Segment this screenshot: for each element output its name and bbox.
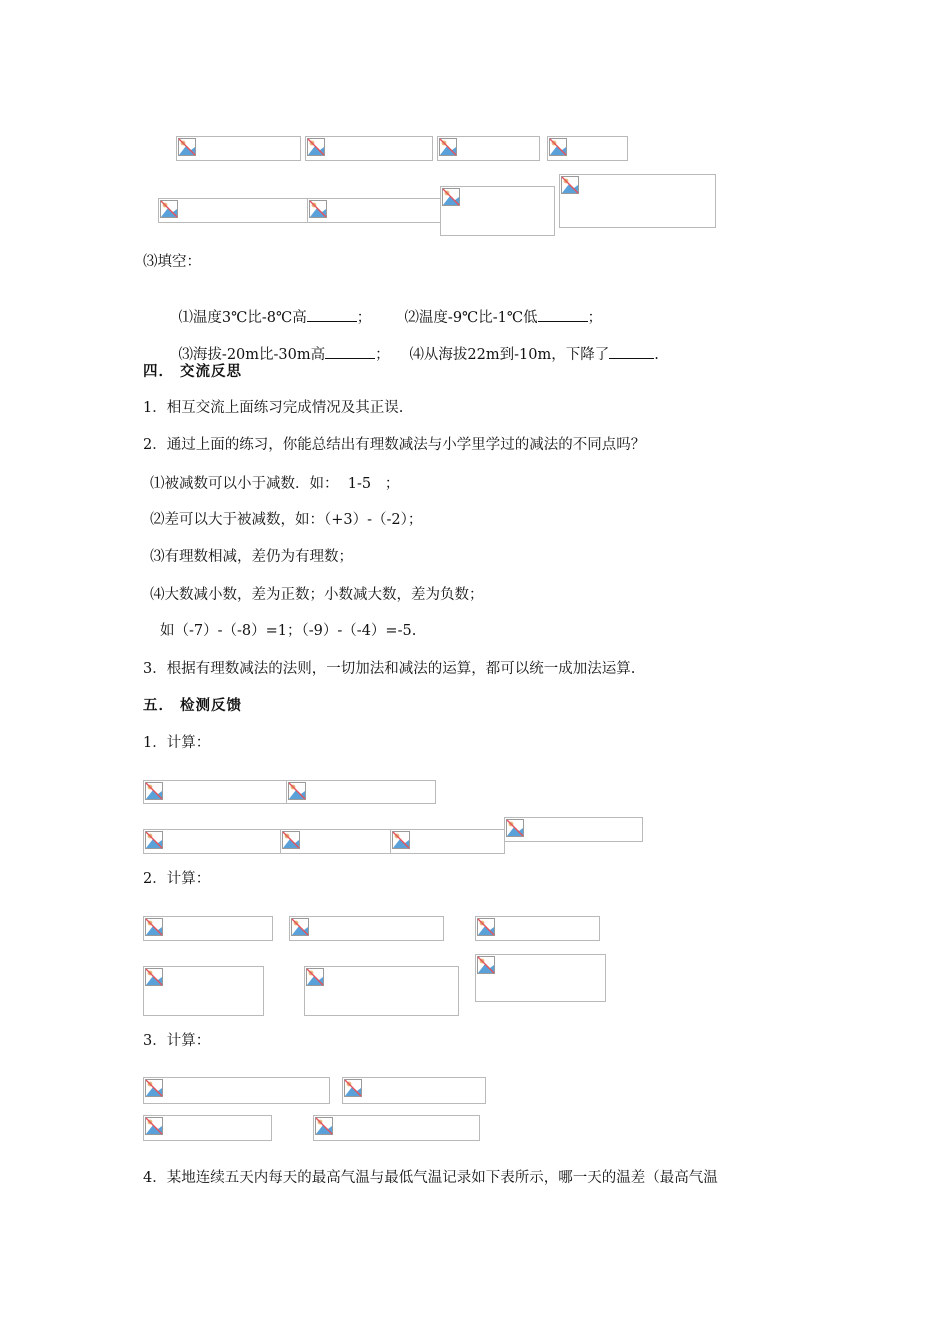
broken-image-icon bbox=[145, 918, 163, 936]
equation-image bbox=[143, 916, 273, 941]
broken-image-icon bbox=[145, 782, 163, 800]
broken-image-icon bbox=[160, 200, 178, 218]
equation-image bbox=[280, 829, 392, 854]
broken-image-icon bbox=[315, 1117, 333, 1135]
fill-in-question-4 bbox=[391, 324, 659, 385]
answer-blank[interactable] bbox=[609, 344, 654, 359]
equation-image bbox=[307, 198, 441, 223]
broken-image-icon bbox=[288, 782, 306, 800]
broken-image-icon bbox=[145, 968, 163, 986]
answer-blank[interactable] bbox=[307, 307, 357, 322]
equation-image bbox=[143, 1115, 272, 1141]
question-suffix: ； bbox=[356, 310, 372, 326]
question-label: 3．计算： bbox=[143, 1033, 211, 1049]
paragraph: 3．根据有理数减法的法则，一切加法和减法的运算，都可以统一成加法运算. bbox=[143, 661, 636, 677]
equation-image bbox=[286, 780, 436, 804]
equation-image bbox=[143, 1077, 330, 1104]
fill-in-title: ⑶填空： bbox=[143, 254, 201, 270]
paragraph: 2．通过上面的练习，你能总结出有理数减法与小学里学过的减法的不同点吗？ bbox=[143, 437, 646, 453]
equation-image bbox=[305, 136, 433, 161]
broken-image-icon bbox=[282, 831, 300, 849]
broken-image-icon bbox=[477, 918, 495, 936]
broken-image-icon bbox=[145, 1079, 163, 1097]
list-item: ⑷大数减小数，差为正数；小数减大数，差为负数； bbox=[150, 587, 484, 603]
equation-image bbox=[304, 966, 459, 1016]
broken-image-icon bbox=[145, 831, 163, 849]
question-suffix: . bbox=[654, 347, 659, 363]
broken-image-icon bbox=[307, 138, 325, 156]
equation-image bbox=[143, 829, 283, 854]
broken-image-icon bbox=[506, 819, 524, 837]
answer-blank[interactable] bbox=[538, 307, 588, 322]
equation-image bbox=[158, 198, 308, 223]
broken-image-icon bbox=[442, 188, 460, 206]
equation-image bbox=[313, 1115, 480, 1141]
equation-image bbox=[176, 136, 301, 161]
equation-image bbox=[475, 916, 600, 941]
broken-image-icon bbox=[178, 138, 196, 156]
paragraph: 1．相互交流上面练习完成情况及其正误. bbox=[143, 400, 404, 416]
broken-image-icon bbox=[309, 200, 327, 218]
question-text: ⑶海拔-20m比-30m高 bbox=[178, 347, 326, 363]
equation-image bbox=[440, 186, 555, 236]
broken-image-icon bbox=[392, 831, 410, 849]
question-suffix: ； bbox=[375, 347, 390, 363]
list-item: ⑵差可以大于被减数，如：（+3）-（-2）； bbox=[150, 512, 423, 528]
question-label: 2．计算： bbox=[143, 871, 211, 887]
broken-image-icon bbox=[306, 968, 324, 986]
equation-image bbox=[475, 954, 606, 1002]
equation-image bbox=[342, 1077, 486, 1104]
broken-image-icon bbox=[561, 176, 579, 194]
example-line: 如（-7）-（-8）=1；（-9）-（-4）=-5. bbox=[160, 623, 417, 639]
broken-image-icon bbox=[291, 918, 309, 936]
equation-image bbox=[559, 174, 716, 228]
question-label: 1．计算： bbox=[143, 735, 211, 751]
question-suffix: ； bbox=[587, 310, 603, 326]
equation-image bbox=[504, 817, 643, 842]
broken-image-icon bbox=[344, 1079, 362, 1097]
question-text: ⑵温度-9℃比-1℃低 bbox=[404, 310, 538, 326]
broken-image-icon bbox=[549, 138, 567, 156]
equation-image bbox=[547, 136, 628, 161]
section-heading: 五． 检测反馈 bbox=[143, 697, 243, 714]
equation-image bbox=[289, 916, 444, 941]
equation-image bbox=[143, 966, 264, 1016]
broken-image-icon bbox=[477, 956, 495, 974]
paragraph: 4．某地连续五天内每天的最高气温与最低气温记录如下表所示，哪一天的温差（最高气温 bbox=[143, 1170, 718, 1186]
broken-image-icon bbox=[145, 1117, 163, 1135]
equation-image bbox=[390, 829, 505, 854]
equation-image bbox=[437, 136, 540, 161]
list-item: ⑶有理数相减，差仍为有理数； bbox=[150, 549, 353, 565]
question-text: ⑴温度3℃比-8℃高 bbox=[178, 310, 307, 326]
broken-image-icon bbox=[439, 138, 457, 156]
section-heading: 四． 交流反思 bbox=[143, 363, 243, 380]
answer-blank[interactable] bbox=[325, 344, 375, 359]
question-text: ⑷从海拔22m到-10m，下降了 bbox=[409, 347, 610, 363]
list-item: ⑴被减数可以小于减数．如： 1-5 ； bbox=[150, 476, 400, 492]
equation-image bbox=[143, 780, 289, 804]
